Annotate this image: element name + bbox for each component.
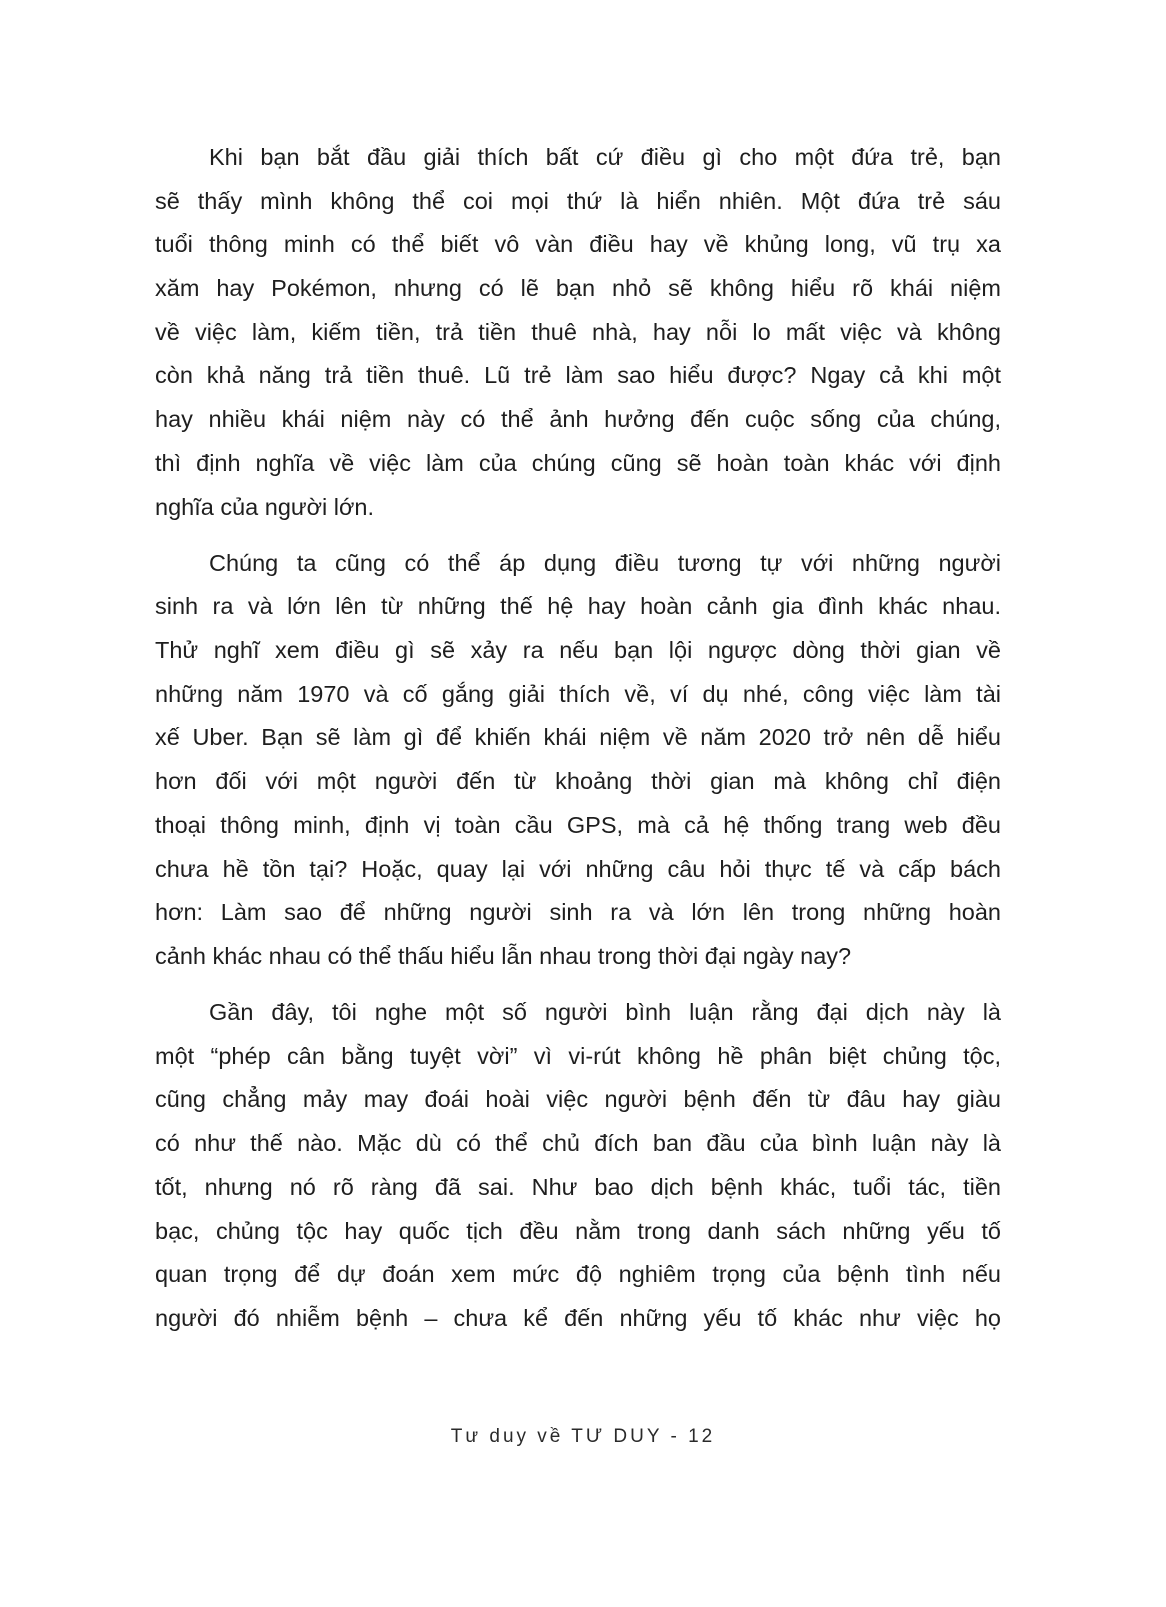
text-line: tốt, nhưng nó rõ ràng đã sai. Như bao dịch bệnh khác, tuổi tác, tiền — [155, 1173, 1001, 1200]
text-line: sinh ra và lớn lên từ những thế hệ hay hoàn cảnh gia đình khác nhau. — [155, 593, 1001, 620]
text-line: nghĩa của người lớn. — [155, 493, 375, 520]
text-line: xế Uber. Bạn sẽ làm gì để khiến khái niệm về năm 2020 trở nên dễ hiểu — [155, 724, 1001, 751]
text-line: xăm hay Pokémon, nhưng có lẽ bạn nhỏ sẽ không hiểu rõ khái niệm — [155, 275, 1001, 302]
text-line: người đó nhiễm bệnh – chưa kể đến những yếu tố khác như việc họ — [155, 1304, 1001, 1331]
page-footer: Tư duy về TƯ DUY - 12 — [450, 1426, 716, 1447]
text-line: thì định nghĩa về việc làm của chúng cũng sẽ hoàn toàn khác với định — [155, 449, 1001, 476]
text-line: Khi bạn bắt đầu giải thích bất cứ điều gì cho một đứa trẻ, bạn — [209, 144, 1001, 170]
text-line: bạc, chủng tộc hay quốc tịch đều nằm trong danh sách những yếu tố — [155, 1217, 1001, 1244]
text-line: chưa hề tồn tại? Hoặc, quay lại với những câu hỏi thực tế và cấp bách — [155, 855, 1001, 882]
text-line: những năm 1970 và cố gắng giải thích về, ví dụ nhé, công việc làm tài — [155, 680, 1001, 707]
paragraph — [155, 991, 1001, 1341]
text-line: Thử nghĩ xem điều gì sẽ xảy ra nếu bạn lội ngược dòng thời gian về — [155, 637, 1001, 664]
text-line: Gần đây, tôi nghe một số người bình luận rằng đại dịch này là — [209, 999, 1001, 1026]
paragraph — [155, 542, 1001, 979]
text-line: Chúng ta cũng có thể áp dụng điều tương tự với những người — [209, 549, 1001, 576]
text-line: quan trọng để dự đoán xem mức độ nghiêm trọng của bệnh tình nếu — [155, 1261, 1001, 1288]
text-line: cũng chẳng mảy may đoái hoài việc người bệnh đến từ đâu hay giàu — [155, 1086, 1001, 1113]
text-line: hơn: Làm sao để những người sinh ra và lớn lên trong những hoàn — [155, 899, 1001, 926]
text-line: có như thế nào. Mặc dù có thể chủ đích ban đầu của bình luận này là — [155, 1130, 1001, 1157]
text-line: sẽ thấy mình không thể coi mọi thứ là hiển nhiên. Một đứa trẻ sáu — [155, 187, 1001, 214]
text-line: hay nhiều khái niệm này có thể ảnh hưởng đến cuộc sống của chúng, — [155, 406, 1001, 433]
text-line: cảnh khác nhau có thể thấu hiểu lẫn nhau trong thời đại ngày nay? — [155, 942, 852, 969]
page-body — [155, 136, 1001, 1353]
text-line: tuổi thông minh có thể biết vô vàn điều hay về khủng long, vũ trụ xa — [155, 231, 1001, 258]
text-line: hơn đối với một người đến từ khoảng thời gian mà không chỉ điện — [155, 768, 1001, 795]
paragraph — [155, 136, 1001, 529]
text-line: thoại thông minh, định vị toàn cầu GPS, mà cả hệ thống trang web đều — [155, 811, 1001, 838]
text-line: còn khả năng trả tiền thuê. Lũ trẻ làm sao hiểu được? Ngay cả khi một — [155, 362, 1001, 389]
text-line: về việc làm, kiếm tiền, trả tiền thuê nhà, hay nỗi lo mất việc và không — [155, 318, 1001, 345]
text-line: một “phép cân bằng tuyệt vời” vì vi-rút không hề phân biệt chủng tộc, — [155, 1042, 1001, 1069]
